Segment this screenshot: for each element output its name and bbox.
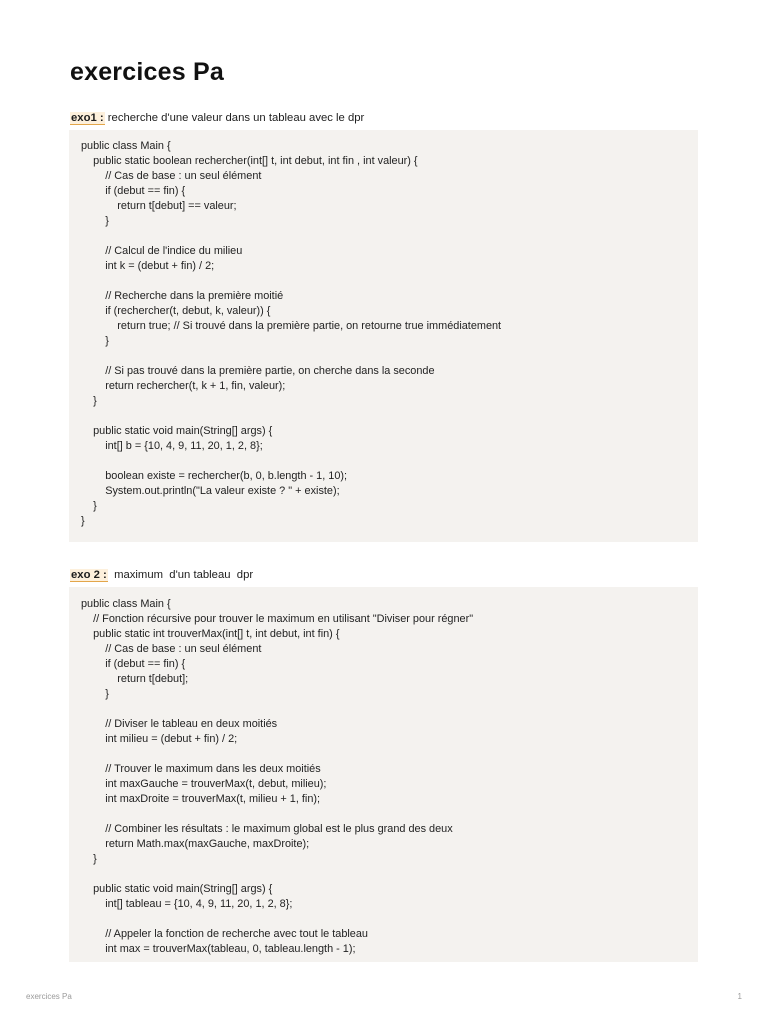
code-line: int[] b = {10, 4, 9, 11, 20, 1, 2, 8}; xyxy=(81,440,263,452)
code-line: int maxGauche = trouverMax(t, debut, milieu); xyxy=(81,778,327,790)
code-line: // Trouver le maximum dans les deux moitiés xyxy=(81,763,321,775)
code-line: int milieu = (debut + fin) / 2; xyxy=(81,733,238,745)
code-line: return true; // Si trouvé dans la première partie, on retourne true immédiatement xyxy=(81,320,502,332)
code-line: public static void main(String[] args) { xyxy=(81,883,273,895)
code-line: public class Main { xyxy=(81,598,171,610)
exercise-2-label: exo 2 : xyxy=(71,569,107,581)
code-line: int max = trouverMax(tableau, 0, tableau.length - 1); xyxy=(81,943,356,955)
page-title: exercices Pa xyxy=(70,58,224,86)
code-line: System.out.println("La valeur existe ? " + existe); xyxy=(81,485,340,497)
code-line: } xyxy=(81,335,109,347)
code-line: } xyxy=(81,500,97,512)
code-line: } xyxy=(81,215,109,227)
code-line: return t[debut] == valeur; xyxy=(81,200,237,212)
exercise-2-description: maximum d'un tableau dpr xyxy=(107,569,254,581)
exercise-1-label: exo1 : xyxy=(71,112,104,124)
code-line xyxy=(81,867,698,882)
exercise-1-heading xyxy=(70,111,364,125)
code-line: public class Main { xyxy=(81,140,171,152)
code-line xyxy=(81,454,698,469)
code-line xyxy=(81,229,698,244)
exercise-2-heading xyxy=(70,568,253,582)
code-line: // Si pas trouvé dans la première partie, on cherche dans la seconde xyxy=(81,365,435,377)
code-line: return t[debut]; xyxy=(81,673,189,685)
code-line xyxy=(81,274,698,289)
code-line: // Fonction récursive pour trouver le maximum en utilisant "Diviser pour régner" xyxy=(81,613,474,625)
code-line: // Appeler la fonction de recherche avec tout le tableau xyxy=(81,928,368,940)
code-line: } xyxy=(81,688,109,700)
code-line: return Math.max(maxGauche, maxDroite); xyxy=(81,838,310,850)
exercise-2-code-block xyxy=(69,587,698,962)
code-line: } xyxy=(81,853,97,865)
code-line: // Cas de base : un seul élément xyxy=(81,170,262,182)
code-line: if (debut == fin) { xyxy=(81,658,186,670)
code-line: if (debut == fin) { xyxy=(81,185,186,197)
code-line: } xyxy=(81,515,85,527)
code-line: int k = (debut + fin) / 2; xyxy=(81,260,215,272)
page-number: 1 xyxy=(737,992,742,1001)
code-line xyxy=(81,912,698,927)
code-line xyxy=(81,807,698,822)
code-line: public static boolean rechercher(int[] t, int debut, int fin , int valeur) { xyxy=(81,155,418,167)
code-line: public static void main(String[] args) { xyxy=(81,425,273,437)
code-line: // Diviser le tableau en deux moitiés xyxy=(81,718,278,730)
exercise-1-description: recherche d'une valeur dans un tableau avec le dpr xyxy=(104,112,365,124)
code-line: return rechercher(t, k + 1, fin, valeur); xyxy=(81,380,286,392)
code-line: int[] tableau = {10, 4, 9, 11, 20, 1, 2, 8}; xyxy=(81,898,293,910)
code-line: public static int trouverMax(int[] t, int debut, int fin) { xyxy=(81,628,340,640)
code-line: } xyxy=(81,395,97,407)
code-line: // Recherche dans la première moitié xyxy=(81,290,284,302)
code-line xyxy=(81,409,698,424)
code-line: // Calcul de l'indice du milieu xyxy=(81,245,243,257)
code-line xyxy=(81,702,698,717)
code-line: boolean existe = rechercher(b, 0, b.length - 1, 10); xyxy=(81,470,348,482)
code-line: // Combiner les résultats : le maximum global est le plus grand des deux xyxy=(81,823,453,835)
code-line: int maxDroite = trouverMax(t, milieu + 1, fin); xyxy=(81,793,321,805)
code-line xyxy=(81,349,698,364)
code-line: // Cas de base : un seul élément xyxy=(81,643,262,655)
footer-document-title: exercices Pa xyxy=(26,992,72,1001)
exercise-1-code-block xyxy=(69,130,698,542)
code-line: if (rechercher(t, debut, k, valeur)) { xyxy=(81,305,271,317)
code-line xyxy=(81,747,698,762)
